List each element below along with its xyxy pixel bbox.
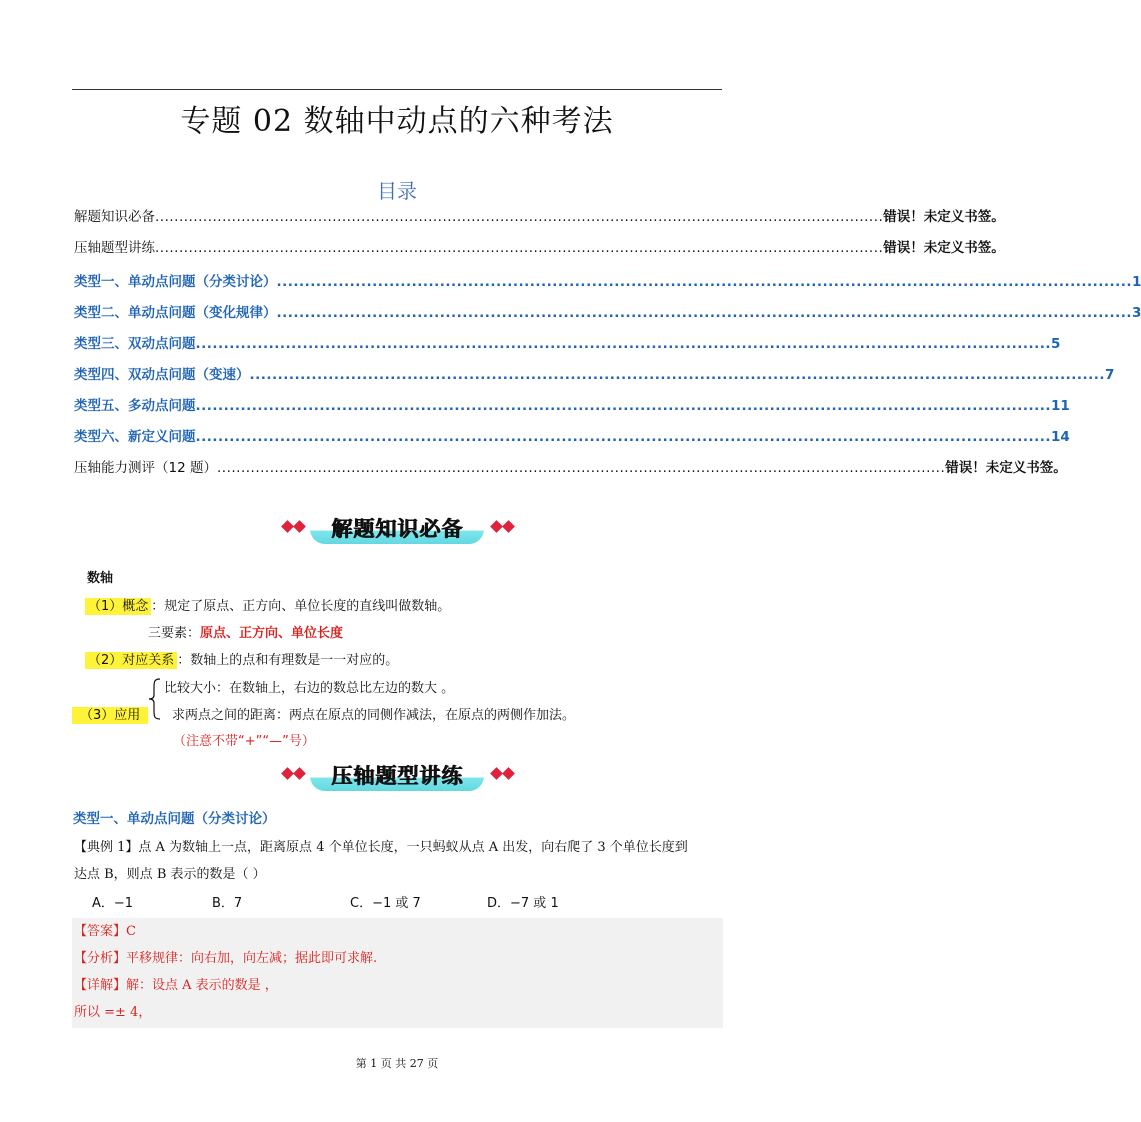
toc-entry-label: 类型三、双动点问题	[74, 336, 196, 352]
concept-text: ：规定了原点、正方向、单位长度的直线叫做数轴。	[151, 599, 451, 614]
toc-entry-type1[interactable]	[74, 270, 1141, 301]
correspondence-line	[85, 649, 398, 668]
toc-entry-knowledge[interactable]	[74, 205, 1005, 236]
answer-box	[72, 918, 723, 1028]
diamond-icon	[281, 520, 294, 533]
toc-entry-label: 类型五、多动点问题	[74, 398, 196, 414]
toc-dot-leader: ........................................................................................................................................................	[195, 336, 1052, 352]
choice-b: B．7	[212, 896, 243, 911]
toc-entry-label: 压轴能力测评（12 题）	[74, 460, 217, 476]
so-line: 所以 =± 4，	[74, 1005, 152, 1020]
application-tag: （3）应用	[72, 707, 148, 724]
choice-c: C．−1 或 7	[350, 896, 421, 911]
toc-entry-type3[interactable]	[74, 332, 1061, 363]
application-tag-line	[72, 704, 148, 723]
knowledge-topic: 数轴	[87, 571, 114, 586]
document-title: 专题 02 数轴中动点的六种考法	[180, 104, 614, 139]
knowledge-banner	[0, 511, 794, 545]
toc-entry-type4[interactable]	[74, 363, 1115, 394]
diamond-icon	[281, 767, 294, 780]
application-distance: 求两点之间的距离：两点在原点的同侧作减法，在原点的两侧作加法。	[172, 708, 576, 723]
toc-entry-label: 压轴题型讲练	[74, 240, 155, 256]
diamond-icon	[502, 767, 515, 780]
toc-entry-page: 错误！未定义书签。	[883, 240, 1005, 256]
detail-line: 【详解】解：设点 A 表示的数是 ，	[74, 978, 278, 993]
correspondence-tag: （2）对应关系	[85, 652, 177, 669]
example-line-1: 【典例 1】点 A 为数轴上一点，距离原点 4 个单位长度，一只蚂蚁从点 A 出发，向右爬了 3 个单位长度到	[74, 840, 688, 855]
toc-heading: 目录	[377, 179, 417, 203]
answer-line: 【答案】C	[74, 924, 136, 939]
toc-entry-type6[interactable]	[74, 425, 1070, 456]
toc-dot-leader: ........................................................................................................................................................	[276, 274, 1133, 290]
toc-entry-page: 错误！未定义书签。	[945, 460, 1067, 476]
correspondence-text: ：数轴上的点和有理数是一一对应的。	[177, 653, 399, 668]
toc-dot-leader: ........................................................................................................................................................	[249, 367, 1106, 383]
toc-entry-type2[interactable]	[74, 301, 1141, 332]
toc-dot-leader: ........................................................................................................................................................	[195, 398, 1052, 414]
toc-entry-label: 类型四、双动点问题（变速）	[74, 367, 250, 383]
diamond-icon	[293, 767, 306, 780]
analysis-line: 【分析】平移规律：向右加，向左减；据此即可求解.	[74, 951, 378, 966]
table-of-contents	[74, 205, 1141, 487]
toc-entry-label: 类型二、单动点问题（变化规律）	[74, 305, 277, 321]
application-compare: 比较大小：在数轴上，右边的数总比左边的数大 。	[164, 681, 455, 696]
application-note: （注意不带“+”“—”号）	[173, 734, 315, 749]
toc-entry-label: 类型六、新定义问题	[74, 429, 196, 445]
toc-dot-leader: ........................................................................................................................................................	[155, 240, 884, 256]
toc-dot-leader: ........................................................................................................................................................	[155, 209, 884, 225]
page-footer: 第 1 页 共 27 页	[355, 1057, 439, 1070]
toc-entry-page: 11	[1051, 398, 1070, 414]
choice-a: A．−1	[92, 896, 134, 911]
toc-entry-label: 类型一、单动点问题（分类讨论）	[74, 274, 277, 290]
toc-entry-page: 14	[1051, 429, 1070, 445]
toc-entry-page: 7	[1105, 367, 1115, 383]
concept-line	[85, 595, 450, 614]
choice-d: D．−7 或 1	[487, 896, 559, 911]
toc-dot-leader: ........................................................................................................................................................	[195, 429, 1052, 445]
example-line-2: 达点 B，则点 B 表示的数是（ ）	[74, 867, 266, 882]
toc-entry-page: 5	[1051, 336, 1061, 352]
toc-entry-label: 解题知识必备	[74, 209, 155, 225]
toc-entry-assessment[interactable]	[74, 456, 1067, 487]
three-elements-line	[148, 622, 343, 641]
toc-entry-type5[interactable]	[74, 394, 1070, 425]
three-elements-value: 原点、正方向、单位长度	[200, 626, 344, 641]
banner-title: 压轴题型讲练	[331, 764, 463, 788]
toc-dot-leader: ........................................................................................................................................................	[216, 460, 946, 476]
header-rule	[72, 89, 722, 90]
section-title: 类型一、单动点问题（分类讨论）	[73, 811, 276, 827]
banner-title: 解题知识必备	[331, 517, 463, 541]
toc-dot-leader: ........................................................................................................................................................	[276, 305, 1133, 321]
three-elements-label: 三要素：	[148, 626, 201, 641]
toc-entry-page: 1	[1132, 274, 1141, 290]
practice-banner	[0, 758, 794, 792]
toc-entry-practice[interactable]	[74, 236, 1005, 270]
toc-entry-page: 错误！未定义书签。	[883, 209, 1005, 225]
toc-entry-page: 3	[1132, 305, 1141, 321]
diamond-icon	[502, 520, 515, 533]
diamond-icon	[490, 520, 503, 533]
diamond-icon	[293, 520, 306, 533]
brace-icon	[148, 678, 162, 720]
concept-tag: （1）概念	[85, 598, 151, 615]
diamond-icon	[490, 767, 503, 780]
